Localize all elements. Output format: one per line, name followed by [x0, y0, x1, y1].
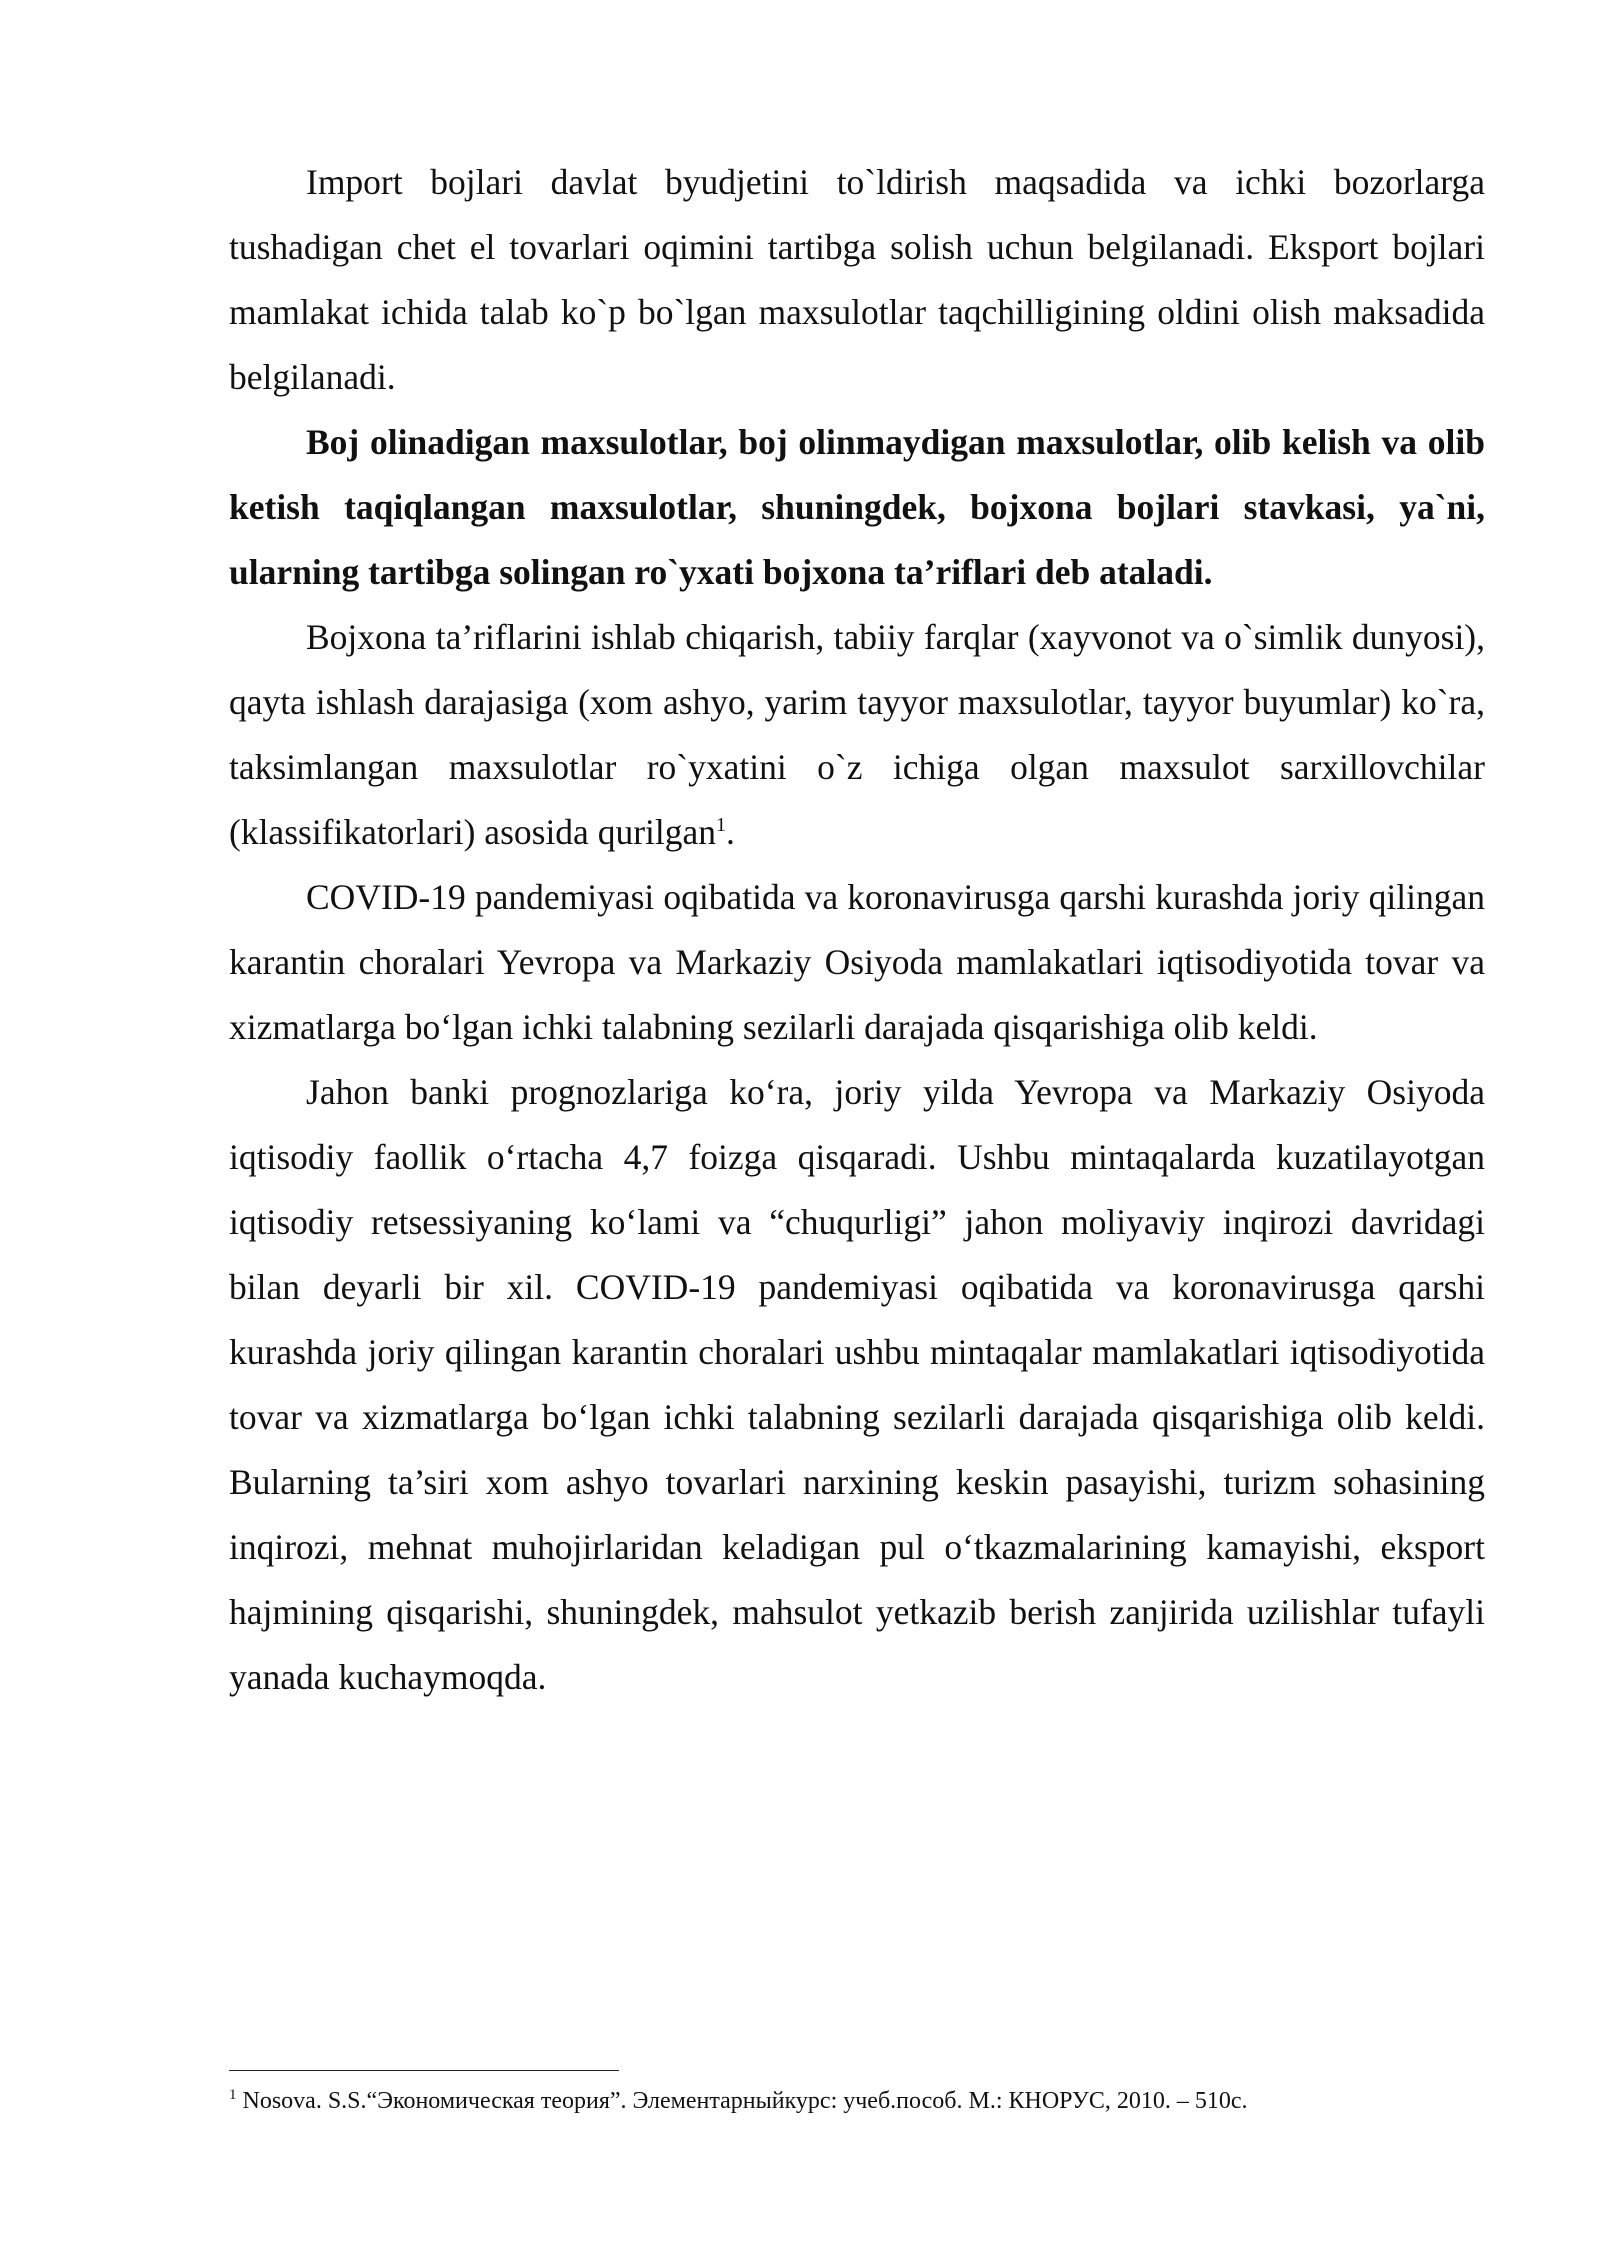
paragraph-tariff-classification	[229, 605, 1485, 865]
paragraph-customs-tariffs-definition: Boj olinadigan maxsulotlar, boj olinmaydigan maxsulotlar, olib kelish va olib ketish taqiqlangan maxsulotlar, shuningdek, bojxona bojlari stavkasi, ya`ni, ularning tartibga solingan ro`yxati bojxona ta’riflari deb ataladi.	[229, 422, 1485, 592]
paragraph-end-punctuation: .	[726, 812, 735, 852]
paragraph-import-duties: Import bojlari davlat byudjetini to`ldirish maqsadida va ichki bozorlarga tushadigan chet el tovarlari oqimini tartibga solish uchun belgilanadi. Eksport bojlari mamlakat ichida talab ko`p bo`lgan maxsulotlar taqchilligining oldini olish maksadida belgilanadi.	[229, 162, 1485, 397]
footnote-number: 1	[229, 2087, 237, 2103]
paragraph-text: Bojxona ta’riflarini ishlab chiqarish, tabiiy farqlar (xayvonot va o`simlik dunyosi), qayta ishlash darajasiga (xom ashyo, yarim tayyor maxsulotlar, tayyor buyumlar) ko`ra, taksimlangan maxsulotlar ro`yxatini o`z ichiga olgan maxsulot sarxillovchilar (klassifikatorlari) asosida qurilgan	[229, 617, 1485, 852]
footnote-reference[interactable]: 1	[716, 814, 726, 837]
paragraph-world-bank-forecast: Jahon banki prognozlariga ko‘ra, joriy yilda Yevropa va Markaziy Osiyoda iqtisodiy faollik o‘rtacha 4,7 foizga qisqaradi. Ushbu mintaqalarda kuzatilayotgan iqtisodiy retsessiyaning ko‘lami va “chuqurligi” jahon moliyaviy inqirozi davridagi bilan deyarli bir xil. COVID-19 pandemiyasi oqibatida va koronavirusga qarshi kurashda joriy qilingan karantin choralari ushbu mintaqalar mamlakatlari iqtisodiyotida tovar va xizmatlarga bo‘lgan ichki talabning sezilarli darajada qisqarishiga olib keldi. Bularning ta’siri xom ashyo tovarlari narxining keskin pasayishi, turizm sohasining inqirozi, mehnat muhojirlaridan keladigan pul o‘tkazmalarining kamayishi, eksport hajmining qisqarishi, shuningdek, mahsulot yetkazib berish zanjirida uzilishlar tufayli yanada kuchaymoqda.	[229, 1072, 1485, 1697]
footnote-text: Nosova. S.S.“Экономическая теория”. Элементарныйкурс: учеб.пособ. М.: КНОРУС, 2010. – 510с.	[236, 2088, 1248, 2114]
footnote-separator	[229, 2070, 619, 2071]
footnote	[229, 2083, 1485, 2119]
paragraph-covid-demand: COVID-19 pandemiyasi oqibatida va koronavirusga qarshi kurashda joriy qilingan karantin choralari Yevropa va Markaziy Osiyoda mamlakatlari iqtisodiyotida tovar va xizmatlarga bo‘lgan ichki talabning sezilarli darajada qisqarishiga olib keldi.	[229, 877, 1485, 1047]
body-text	[229, 150, 1485, 1710]
